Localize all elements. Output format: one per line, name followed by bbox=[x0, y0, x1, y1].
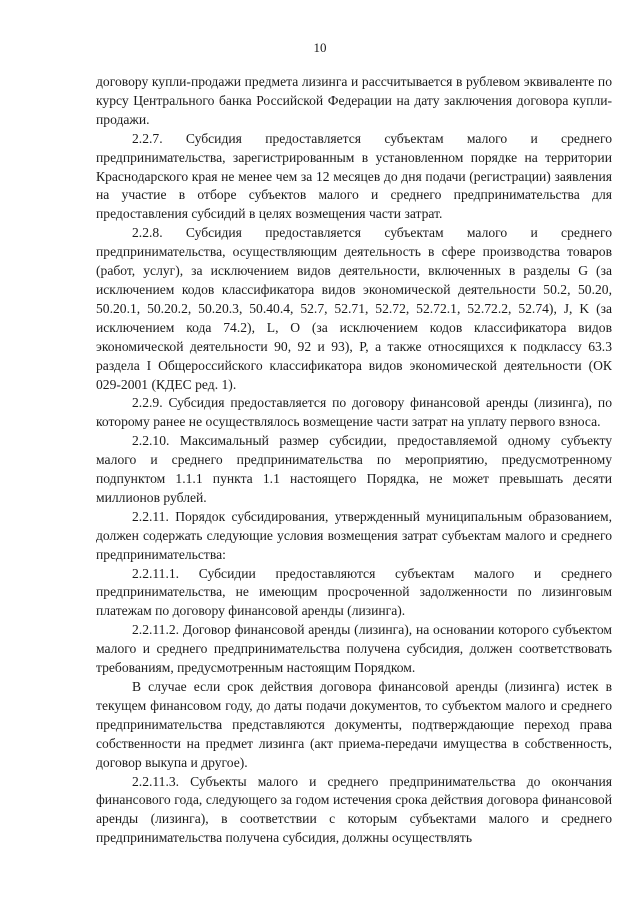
document-body bbox=[96, 73, 612, 848]
paragraph-lease-expiry: В случае если срок действия договора финансовой аренды (лизинга) истек в текущем финансовом году, до даты подачи документов, то субъектом малого и среднего предпринимательства представляются документы, подтверждающие переход права собственности на предмет лизинга (акт приема-передачи имущества в собственность, договор выкупа и другое). bbox=[96, 679, 612, 770]
paragraph-continuation: договору купли-продажи предмета лизинга и рассчитывается в рублевом эквиваленте по курсу Центрального банка Российской Федерации на дату заключения договора купли-продажи. bbox=[96, 74, 612, 127]
paragraph-2-2-7: 2.2.7. Субсидия предоставляется субъектам малого и среднего предпринимательства, зарегистрированным в установленном порядке на территории Краснодарского края не менее чем за 12 месяцев до дня подачи (регистрации) заявления на участие в отборе субъектов малого и среднего предпринимательства для предоставления субсидий в целях возмещения части затрат. bbox=[96, 130, 612, 222]
paragraph-2-2-11-2: 2.2.11.2. Договор финансовой аренды (лизинга), на основании которого субъектом малого и среднего предпринимательства получена субсидия, должен соответствовать требованиям, предусмотренным настоящим Порядком. bbox=[96, 622, 612, 676]
paragraph-2-2-9: 2.2.9. Субсидия предоставляется по договору финансовой аренды (лизинга), по которому ранее не осуществлялось возмещение части затрат на уплату первого взноса. bbox=[96, 395, 612, 430]
paragraph-2-2-11: 2.2.11. Порядок субсидирования, утвержденный муниципальным образованием, должен содержать следующие условия возмещения затрат субъектам малого и среднего предпринимательства: bbox=[96, 508, 612, 562]
page-number: 10 bbox=[313, 40, 327, 55]
paragraph-2-2-11-3: 2.2.11.3. Субъекты малого и среднего предпринимательства до окончания финансового года, следующего за годом истечения срока действия договора финансовой аренды (лизинга), в соответствии с которым субъектами малого и среднего предпринимательства получена субсидия, должны осуществлять bbox=[96, 773, 612, 846]
paragraph-2-2-10: 2.2.10. Максимальный размер субсидии, предоставляемой одному субъекту малого и среднего предпринимательства по мероприятию, предусмотренному подпунктом 1.1.1 пункта 1.1 настоящего Порядка, не может превышать десяти миллионов рублей. bbox=[96, 433, 612, 505]
paragraph-2-2-8: 2.2.8. Субсидия предоставляется субъектам малого и среднего предпринимательства, осуществляющим деятельность в сфере производства товаров (работ, услуг), за исключением видов деятельности, включенных в разделы G (за исключением кодов классификатора видов экономической деятельности 50.2, 50.20, 50.20.1, 50.20.2, 50.20.3, 50.40.4, 52.7, 52.71, 52.72, 52.72.1, 52.72.2, 52.74), J, K (за исключением кода 74.2), L, O (за исключением кодов классификатора видов экономической деятельности 90, 92 и 93), P, а также относящихся к подклассу 63.3 раздела I Общероссийского классификатора видов экономической деятельности (ОК 029-2001 (КДЕС ред. 1). bbox=[96, 225, 612, 392]
paragraph-2-2-11-1: 2.2.11.1. Субсидии предоставляются субъектам малого и среднего предпринимательства, не имеющим просроченной задолженности по лизинговым платежам по договору финансовой аренды (лизинга). bbox=[96, 565, 612, 619]
